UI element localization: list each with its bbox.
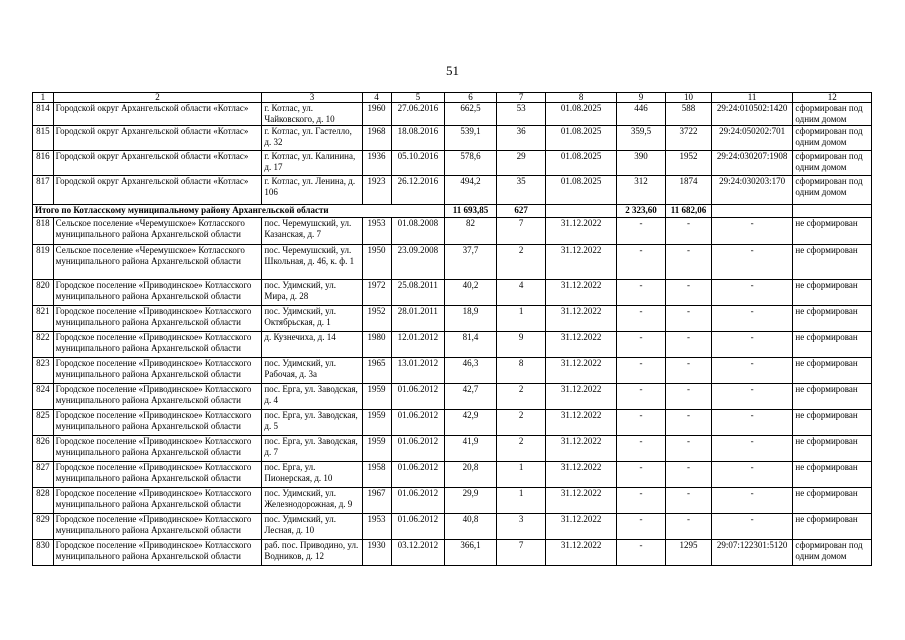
address-cell: д. Кузнечиха, д. 14: [262, 332, 362, 358]
residents-cell: 2: [496, 384, 546, 410]
column-number: 12: [793, 93, 872, 103]
recognition-date-cell: 28.01.2011: [391, 306, 445, 332]
land-area-cell: -: [616, 488, 666, 514]
land-status-cell: сформирован под одним домом: [793, 151, 872, 176]
residents-cell: 29: [496, 151, 546, 176]
land-status-cell: не сформирован: [793, 488, 872, 514]
cadastral-number-cell: -: [711, 436, 793, 462]
year-built-cell: 1959: [362, 436, 391, 462]
area-cell: 46,3: [445, 358, 497, 384]
residents-cell: 36: [496, 126, 546, 151]
total-cadastral-value: 11 682,06: [666, 205, 711, 218]
land-area-cell: -: [616, 245, 666, 280]
column-number: 3: [262, 93, 362, 103]
column-number: 10: [666, 93, 711, 103]
relocation-date-cell: 31.12.2022: [546, 280, 616, 306]
year-built-cell: 1972: [362, 280, 391, 306]
relocation-date-cell: 31.12.2022: [546, 410, 616, 436]
cadastral-number-cell: -: [711, 462, 793, 488]
municipality-cell: Городское поселение «Приводинское» Котласского муниципального района Архангельской области: [53, 436, 262, 462]
land-area-cell: -: [616, 514, 666, 540]
table-row: [33, 410, 872, 436]
recognition-date-cell: 27.06.2016: [391, 103, 445, 126]
cadastral-number-cell: 29:24:030203:170: [711, 176, 793, 205]
land-status-cell: не сформирован: [793, 332, 872, 358]
cadastral-value-cell: -: [666, 280, 711, 306]
land-area-cell: -: [616, 218, 666, 245]
row-number-cell: 826: [33, 436, 54, 462]
column-number: 8: [546, 93, 616, 103]
residents-cell: 7: [496, 218, 546, 245]
row-number-cell: 820: [33, 280, 54, 306]
table-row: [33, 103, 872, 126]
land-status-cell: не сформирован: [793, 462, 872, 488]
cadastral-value-cell: -: [666, 488, 711, 514]
cadastral-number-cell: -: [711, 218, 793, 245]
cadastral-value-cell: -: [666, 384, 711, 410]
relocation-date-cell: 31.12.2022: [546, 462, 616, 488]
year-built-cell: 1950: [362, 245, 391, 280]
land-status-cell: не сформирован: [793, 306, 872, 332]
table-row: [33, 488, 872, 514]
table-row: [33, 280, 872, 306]
area-cell: 42,9: [445, 410, 497, 436]
area-cell: 662,5: [445, 103, 497, 126]
empty-cell: [793, 205, 872, 218]
total-land-area: 2 323,60: [616, 205, 666, 218]
cadastral-number-cell: -: [711, 280, 793, 306]
column-number-row: [33, 93, 872, 103]
municipality-cell: Городское поселение «Приводинское» Котласского муниципального района Архангельской области: [53, 332, 262, 358]
empty-cell: [711, 205, 793, 218]
row-number-cell: 824: [33, 384, 54, 410]
land-area-cell: 312: [616, 176, 666, 205]
cadastral-value-cell: -: [666, 306, 711, 332]
municipality-cell: Городской округ Архангельской области «Котлас»: [53, 151, 262, 176]
recognition-date-cell: 01.06.2012: [391, 384, 445, 410]
municipality-cell: Городское поселение «Приводинское» Котласского муниципального района Архангельской области: [53, 540, 262, 566]
year-built-cell: 1959: [362, 410, 391, 436]
column-number: 9: [616, 93, 666, 103]
relocation-date-cell: 31.12.2022: [546, 514, 616, 540]
cadastral-number-cell: 29:24:030207:1908: [711, 151, 793, 176]
area-cell: 18,9: [445, 306, 497, 332]
municipality-cell: Городской округ Архангельской области «Котлас»: [53, 103, 262, 126]
land-status-cell: не сформирован: [793, 384, 872, 410]
cadastral-number-cell: -: [711, 358, 793, 384]
cadastral-value-cell: -: [666, 462, 711, 488]
relocation-date-cell: 01.08.2025: [546, 151, 616, 176]
municipality-cell: Городской округ Архангельской области «Котлас»: [53, 126, 262, 151]
area-cell: 41,9: [445, 436, 497, 462]
recognition-date-cell: 01.08.2008: [391, 218, 445, 245]
row-number-cell: 819: [33, 245, 54, 280]
cadastral-number-cell: -: [711, 306, 793, 332]
land-status-cell: сформирован под одним домом: [793, 176, 872, 205]
row-number-cell: 817: [33, 176, 54, 205]
residents-cell: 3: [496, 514, 546, 540]
recognition-date-cell: 13.01.2012: [391, 358, 445, 384]
land-status-cell: не сформирован: [793, 358, 872, 384]
land-area-cell: -: [616, 358, 666, 384]
cadastral-number-cell: -: [711, 332, 793, 358]
column-number: 1: [33, 93, 54, 103]
residents-cell: 4: [496, 280, 546, 306]
housing-registry-table: [32, 92, 872, 566]
table-row: [33, 218, 872, 245]
land-status-cell: не сформирован: [793, 245, 872, 280]
municipality-cell: Городское поселение «Приводинское» Котласского муниципального района Архангельской области: [53, 280, 262, 306]
cadastral-value-cell: 3722: [666, 126, 711, 151]
land-area-cell: -: [616, 410, 666, 436]
land-status-cell: не сформирован: [793, 410, 872, 436]
area-cell: 494,2: [445, 176, 497, 205]
empty-cell: [546, 205, 616, 218]
recognition-date-cell: 01.06.2012: [391, 514, 445, 540]
table-row: [33, 151, 872, 176]
residents-cell: 53: [496, 103, 546, 126]
municipality-cell: Городское поселение «Приводинское» Котласского муниципального района Архангельской области: [53, 410, 262, 436]
table-row: [33, 436, 872, 462]
municipality-cell: Городское поселение «Приводинское» Котласского муниципального района Архангельской области: [53, 514, 262, 540]
cadastral-value-cell: 1295: [666, 540, 711, 566]
residents-cell: 2: [496, 410, 546, 436]
table-row: [33, 384, 872, 410]
cadastral-value-cell: 588: [666, 103, 711, 126]
address-cell: г. Котлас, ул. Калинина, д. 17: [262, 151, 362, 176]
relocation-date-cell: 31.12.2022: [546, 218, 616, 245]
area-cell: 539,1: [445, 126, 497, 151]
area-cell: 81,4: [445, 332, 497, 358]
column-number: 6: [445, 93, 497, 103]
cadastral-number-cell: -: [711, 488, 793, 514]
municipality-cell: Городское поселение «Приводинское» Котласского муниципального района Архангельской области: [53, 358, 262, 384]
area-cell: 29,9: [445, 488, 497, 514]
land-area-cell: -: [616, 540, 666, 566]
relocation-date-cell: 31.12.2022: [546, 384, 616, 410]
land-status-cell: не сформирован: [793, 436, 872, 462]
year-built-cell: 1936: [362, 151, 391, 176]
residents-cell: 35: [496, 176, 546, 205]
cadastral-value-cell: 1952: [666, 151, 711, 176]
relocation-date-cell: 31.12.2022: [546, 540, 616, 566]
recognition-date-cell: 26.12.2016: [391, 176, 445, 205]
row-number-cell: 818: [33, 218, 54, 245]
municipality-cell: Сельское поселение «Черемушское» Котласского муниципального района Архангельской области: [53, 218, 262, 245]
relocation-date-cell: 31.12.2022: [546, 332, 616, 358]
residents-cell: 1: [496, 488, 546, 514]
column-number: 5: [391, 93, 445, 103]
area-cell: 20,8: [445, 462, 497, 488]
area-cell: 40,2: [445, 280, 497, 306]
recognition-date-cell: 01.06.2012: [391, 462, 445, 488]
table-row: [33, 358, 872, 384]
year-built-cell: 1952: [362, 306, 391, 332]
address-cell: пос. Черемушский, ул. Казанская, д. 7: [262, 218, 362, 245]
year-built-cell: 1980: [362, 332, 391, 358]
table-row: [33, 462, 872, 488]
cadastral-number-cell: 29:24:050202:701: [711, 126, 793, 151]
relocation-date-cell: 01.08.2025: [546, 126, 616, 151]
cadastral-value-cell: -: [666, 514, 711, 540]
year-built-cell: 1953: [362, 514, 391, 540]
cadastral-value-cell: -: [666, 410, 711, 436]
residents-cell: 2: [496, 245, 546, 280]
recognition-date-cell: 01.06.2012: [391, 410, 445, 436]
land-status-cell: не сформирован: [793, 514, 872, 540]
residents-cell: 7: [496, 540, 546, 566]
year-built-cell: 1965: [362, 358, 391, 384]
year-built-cell: 1968: [362, 126, 391, 151]
recognition-date-cell: 18.08.2016: [391, 126, 445, 151]
row-number-cell: 814: [33, 103, 54, 126]
address-cell: пос. Удимский, ул. Железнодорожная, д. 9: [262, 488, 362, 514]
land-area-cell: -: [616, 436, 666, 462]
land-area-cell: 359,5: [616, 126, 666, 151]
municipality-cell: Городское поселение «Приводинское» Котласского муниципального района Архангельской области: [53, 462, 262, 488]
total-residents: 627: [496, 205, 546, 218]
total-label: Итого по Котласскому муниципальному району Архангельской области: [33, 205, 445, 218]
page-number: 51: [446, 63, 459, 78]
cadastral-value-cell: -: [666, 436, 711, 462]
year-built-cell: 1960: [362, 103, 391, 126]
recognition-date-cell: 01.06.2012: [391, 488, 445, 514]
residents-cell: 8: [496, 358, 546, 384]
year-built-cell: 1959: [362, 384, 391, 410]
municipality-cell: Городское поселение «Приводинское» Котласского муниципального района Архангельской области: [53, 384, 262, 410]
recognition-date-cell: 05.10.2016: [391, 151, 445, 176]
address-cell: пос. Ерга, ул. Заводская, д. 7: [262, 436, 362, 462]
cadastral-value-cell: -: [666, 218, 711, 245]
municipality-cell: Сельское поселение «Черемушское» Котласского муниципального района Архангельской области: [53, 245, 262, 280]
column-number: 4: [362, 93, 391, 103]
table-row: [33, 332, 872, 358]
row-number-cell: 828: [33, 488, 54, 514]
address-cell: г. Котлас, ул. Гастелло, д. 32: [262, 126, 362, 151]
cadastral-number-cell: -: [711, 514, 793, 540]
land-status-cell: сформирован под одним домом: [793, 540, 872, 566]
row-number-cell: 816: [33, 151, 54, 176]
recognition-date-cell: 25.08.2011: [391, 280, 445, 306]
municipality-cell: Городское поселение «Приводинское» Котласского муниципального района Архангельской области: [53, 306, 262, 332]
address-cell: г. Котлас, ул. Чайковского, д. 10: [262, 103, 362, 126]
total-row: [33, 205, 872, 218]
land-area-cell: -: [616, 280, 666, 306]
address-cell: пос. Черемушский, ул. Школьная, д. 46, к. ф. 1: [262, 245, 362, 280]
land-area-cell: -: [616, 306, 666, 332]
cadastral-value-cell: -: [666, 332, 711, 358]
address-cell: раб. пос. Приводино, ул. Водников, д. 12: [262, 540, 362, 566]
land-area-cell: 446: [616, 103, 666, 126]
table-row: [33, 126, 872, 151]
residents-cell: 1: [496, 462, 546, 488]
relocation-date-cell: 31.12.2022: [546, 488, 616, 514]
relocation-date-cell: 31.12.2022: [546, 436, 616, 462]
cadastral-number-cell: -: [711, 384, 793, 410]
land-status-cell: сформирован под одним домом: [793, 103, 872, 126]
address-cell: пос. Ерга, ул. Пионерская, д. 10: [262, 462, 362, 488]
year-built-cell: 1967: [362, 488, 391, 514]
municipality-cell: Городское поселение «Приводинское» Котласского муниципального района Архангельской области: [53, 488, 262, 514]
relocation-date-cell: 31.12.2022: [546, 358, 616, 384]
address-cell: пос. Ерга, ул. Заводская, д. 4: [262, 384, 362, 410]
land-status-cell: сформирован под одним домом: [793, 126, 872, 151]
residents-cell: 9: [496, 332, 546, 358]
year-built-cell: 1958: [362, 462, 391, 488]
relocation-date-cell: 01.08.2025: [546, 103, 616, 126]
row-number-cell: 825: [33, 410, 54, 436]
row-number-cell: 821: [33, 306, 54, 332]
table-row: [33, 306, 872, 332]
address-cell: пос. Удимский, ул. Октябрьская, д. 1: [262, 306, 362, 332]
row-number-cell: 823: [33, 358, 54, 384]
residents-cell: 1: [496, 306, 546, 332]
cadastral-value-cell: -: [666, 245, 711, 280]
area-cell: 82: [445, 218, 497, 245]
area-cell: 37,7: [445, 245, 497, 280]
table-row: [33, 176, 872, 205]
area-cell: 578,6: [445, 151, 497, 176]
recognition-date-cell: 01.06.2012: [391, 436, 445, 462]
address-cell: г. Котлас, ул. Ленина, д. 106: [262, 176, 362, 205]
relocation-date-cell: 01.08.2025: [546, 176, 616, 205]
cadastral-number-cell: 29:07:122301:5120: [711, 540, 793, 566]
year-built-cell: 1923: [362, 176, 391, 205]
total-area: 11 693,85: [445, 205, 497, 218]
address-cell: пос. Удимский, ул. Лесная, д. 10: [262, 514, 362, 540]
cadastral-number-cell: -: [711, 245, 793, 280]
row-number-cell: 822: [33, 332, 54, 358]
row-number-cell: 815: [33, 126, 54, 151]
recognition-date-cell: 03.12.2012: [391, 540, 445, 566]
cadastral-value-cell: 1874: [666, 176, 711, 205]
row-number-cell: 830: [33, 540, 54, 566]
table-row: [33, 514, 872, 540]
column-number: 7: [496, 93, 546, 103]
area-cell: 42,7: [445, 384, 497, 410]
relocation-date-cell: 31.12.2022: [546, 306, 616, 332]
row-number-cell: 827: [33, 462, 54, 488]
column-number: 11: [711, 93, 793, 103]
address-cell: пос. Удимский, ул. Мира, д. 28: [262, 280, 362, 306]
row-number-cell: 829: [33, 514, 54, 540]
address-cell: пос. Ерга, ул. Заводская, д. 5: [262, 410, 362, 436]
municipality-cell: Городской округ Архангельской области «Котлас»: [53, 176, 262, 205]
area-cell: 40,8: [445, 514, 497, 540]
cadastral-number-cell: 29:24:010502:1420: [711, 103, 793, 126]
land-status-cell: не сформирован: [793, 280, 872, 306]
cadastral-number-cell: -: [711, 410, 793, 436]
address-cell: пос. Удимский, ул. Рабочая, д. 3а: [262, 358, 362, 384]
land-area-cell: -: [616, 462, 666, 488]
land-area-cell: 390: [616, 151, 666, 176]
cadastral-value-cell: -: [666, 358, 711, 384]
relocation-date-cell: 31.12.2022: [546, 245, 616, 280]
table-row: [33, 245, 872, 280]
year-built-cell: 1930: [362, 540, 391, 566]
residents-cell: 2: [496, 436, 546, 462]
recognition-date-cell: 12.01.2012: [391, 332, 445, 358]
column-number: 2: [53, 93, 262, 103]
year-built-cell: 1953: [362, 218, 391, 245]
land-status-cell: не сформирован: [793, 218, 872, 245]
table-row: [33, 540, 872, 566]
land-area-cell: -: [616, 384, 666, 410]
recognition-date-cell: 23.09.2008: [391, 245, 445, 280]
area-cell: 366,1: [445, 540, 497, 566]
land-area-cell: -: [616, 332, 666, 358]
